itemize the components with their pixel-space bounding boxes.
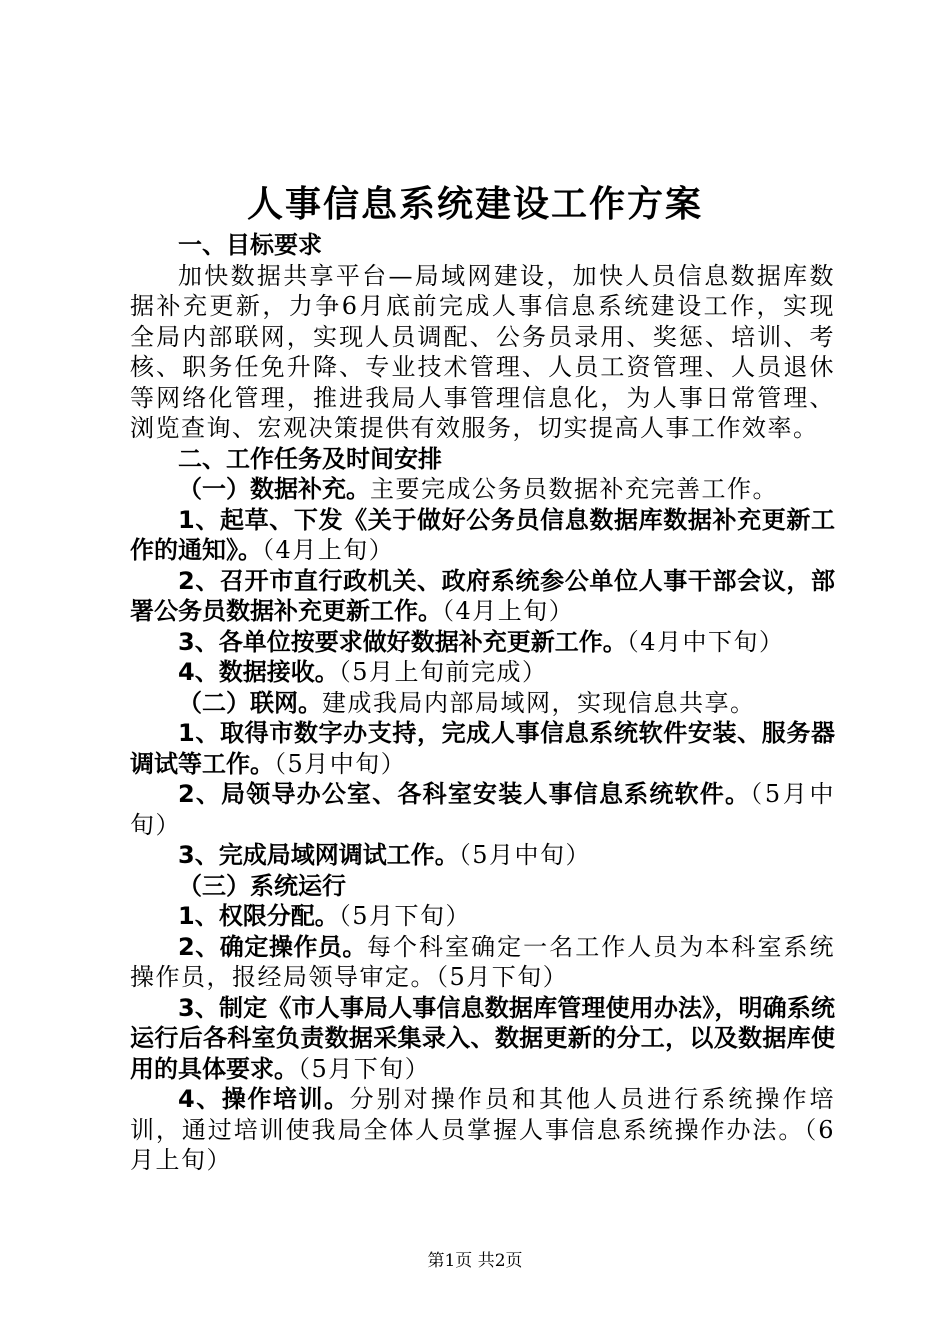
subsection-1-lead: （一）数据补充。 (178, 475, 370, 503)
list-item (130, 840, 835, 871)
list-item-lead: 1、取得市数字办支持，完成人事信息系统软件安装、服务器调试等工作。 (130, 719, 835, 778)
list-item-time: （5月上旬前完成） (338, 658, 548, 686)
list-item-lead: 2、召开市直行政机关、政府系统参公单位人事干部会议，部署公务员数据补充更新工作。 (130, 566, 835, 625)
list-item-lead: 1、权限分配。 (178, 902, 339, 930)
subsection-2-text: 建成我局内部局域网，实现信息共享。 (322, 688, 756, 717)
list-item-text: 每个科室确定一名工作人员为本科室系统操作员，报经局领导审定。（5月下旬） (130, 932, 836, 991)
subsection-1 (130, 474, 835, 505)
list-item-lead: 3、制定《市人事局人事信息数据库管理使用办法》，明确系统运行后各科室负责数据采集录入、数据更新的分工，以及数据库使用的具体要求。 (130, 993, 835, 1083)
subsection-2-lead: （二）联网。 (178, 688, 322, 717)
list-item-lead: 3、各单位按要求做好数据补充更新工作。 (178, 627, 627, 656)
list-item-lead: 1、起草、下发《关于做好公务员信息数据库数据补充更新工作的通知》。 (130, 505, 835, 564)
subsection-1-text: 主要完成公务员数据补充完善工作。 (370, 475, 778, 503)
list-item (130, 779, 835, 840)
list-item (130, 505, 835, 566)
list-item-text: 分别对操作员和其他人员进行系统操作培训，通过培训使我局全体人员掌握人事信息系统操作办法。（6月上旬） (130, 1085, 835, 1174)
list-item (130, 993, 835, 1085)
page-footer: 第1页 共2页 (427, 1251, 523, 1271)
list-item-lead: 2、局领导办公室、各科室安装人事信息系统软件。 (178, 780, 751, 808)
list-item-time: （5月中旬） (274, 749, 407, 778)
document-title: 人事信息系统建设工作方案 (246, 183, 703, 225)
document-body (130, 230, 835, 1176)
list-item-time: （4月上旬） (262, 536, 395, 564)
list-item (130, 901, 835, 932)
list-item-time: （4月中下旬） (626, 627, 785, 656)
list-item-time: （5月下旬） (338, 902, 471, 930)
list-item-lead: 4、操作培训。 (178, 1085, 350, 1113)
list-item-lead: 2、确定操作员。 (178, 932, 367, 961)
subsection-2 (130, 688, 835, 719)
list-item (130, 932, 835, 993)
list-item-lead: 3、完成局域网调试工作。 (178, 841, 459, 869)
list-item (130, 627, 835, 658)
list-item (130, 566, 835, 627)
list-item-time: （4月上旬） (442, 597, 575, 625)
list-item-lead: 4、数据接收。 (178, 658, 339, 686)
subsection-3: （三）系统运行 (178, 871, 346, 900)
section-body-1: 加快数据共享平台—局域网建设，加快人员信息数据库数据补充更新，力争6月底前完成人事信息系统建设工作，实现全局内部联网，实现人员调配、公务员录用、奖惩、培训、考核、职务任免升降、专业技术管理、人员工资管理、人员退休等网络化管理，推进我局人事管理信息化，为人事日常管理、浏览查询、宏观决策提供有效服务，切实提高人事工作效率。 (130, 261, 835, 442)
list-item (130, 1084, 835, 1176)
list-item-time: （5月中旬） (130, 780, 835, 839)
list-item (130, 718, 835, 779)
section-heading-1: 一、目标要求 (178, 231, 322, 259)
section-heading-2: 二、工作任务及时间安排 (178, 444, 442, 473)
list-item-time: （5月下旬） (298, 1054, 431, 1083)
list-item (130, 657, 835, 688)
list-item-time: （5月中旬） (458, 841, 591, 869)
